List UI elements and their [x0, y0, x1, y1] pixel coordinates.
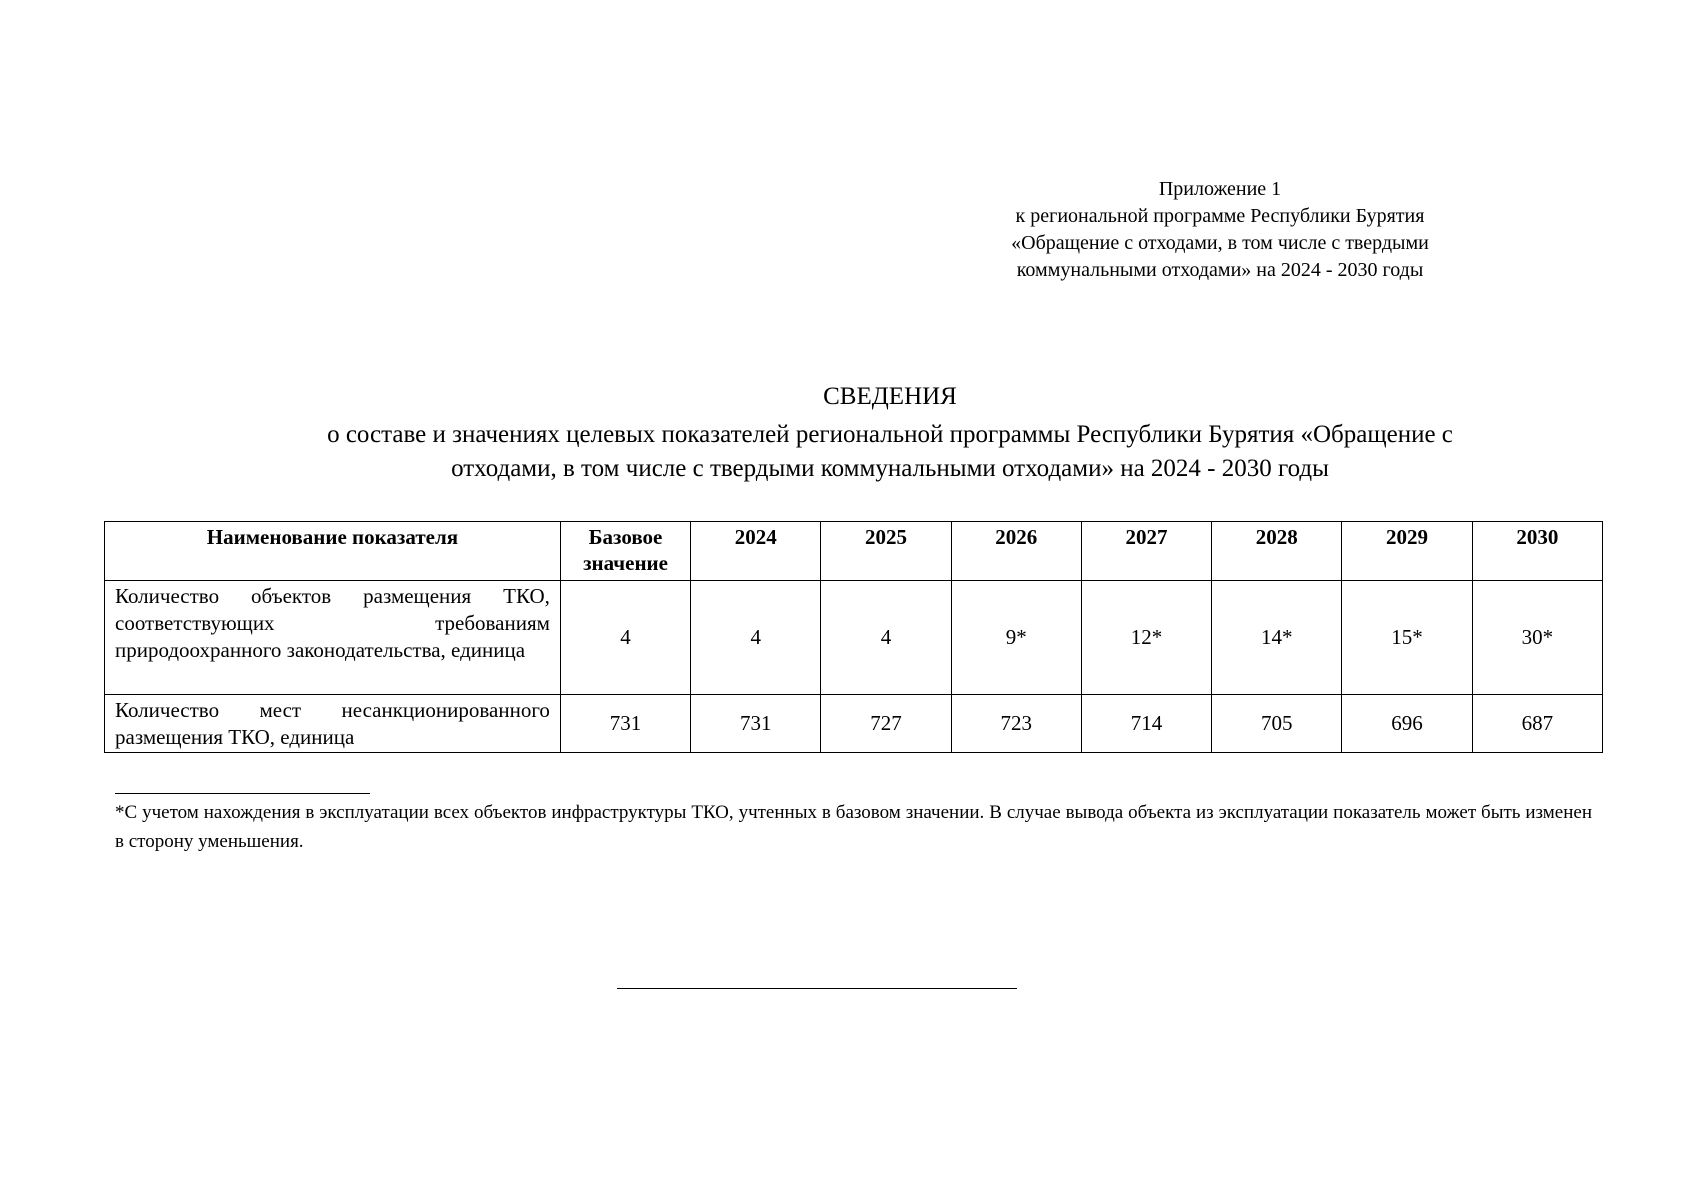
cell-2028: 705: [1212, 695, 1342, 753]
cell-2028: 14*: [1212, 581, 1342, 695]
cell-2027: 714: [1081, 695, 1211, 753]
appendix-line-1: Приложение 1: [1158, 178, 1282, 200]
appendix-line-4: коммунальными отходами» на 2024 - 2030 годы: [1016, 259, 1424, 281]
header-base-line-2: значение: [583, 551, 668, 575]
header-2027: 2027: [1081, 522, 1211, 581]
cell-2027: 12*: [1081, 581, 1211, 695]
cell-2026: 9*: [951, 581, 1081, 695]
appendix-line-3: «Обращение с отходами, в том числе с твердыми: [1011, 232, 1429, 254]
row-indicator-name: Количество объектов размещения ТКО, соответствующих требованиям природоохранного законодательства, единица: [105, 581, 561, 695]
cell-2030: 687: [1472, 695, 1602, 753]
footnote-separator: [115, 793, 370, 794]
header-2026: 2026: [951, 522, 1081, 581]
cell-2025: 727: [821, 695, 951, 753]
table-row: [105, 581, 1603, 695]
footnote: *С учетом нахождения в эксплуатации всех объектов инфраструктуры ТКО, учтенных в базовом значении. В случае вывода объекта из эксплуатации показатель может быть изменен в сторону уменьшения.: [115, 802, 1592, 852]
cell-base-value: 731: [560, 695, 690, 753]
header-indicator-name: Наименование показателя: [105, 522, 561, 581]
cell-2024: 731: [691, 695, 821, 753]
row-indicator-name: Количество мест несанкционированного размещения ТКО, единица: [105, 695, 561, 753]
appendix-line-2: к региональной программе Республики Бурятия: [1015, 205, 1425, 227]
end-divider: [617, 988, 1017, 989]
cell-2026: 723: [951, 695, 1081, 753]
table-row: [105, 695, 1603, 753]
header-2028: 2028: [1212, 522, 1342, 581]
subtitle-line-1: о составе и значениях целевых показателей региональной программы Республики Бурятия «Обращение с: [327, 421, 1453, 448]
subtitle-line-2: отходами, в том числе с твердыми коммунальными отходами» на 2024 - 2030 годы: [451, 455, 1329, 482]
cell-2029: 15*: [1342, 581, 1472, 695]
cell-base-value: 4: [560, 581, 690, 695]
cell-2024: 4: [691, 581, 821, 695]
indicators-table: [104, 521, 1603, 753]
cell-2025: 4: [821, 581, 951, 695]
header-2025: 2025: [821, 522, 951, 581]
document-title: СВЕДЕНИЯ: [823, 383, 957, 410]
cell-2029: 696: [1342, 695, 1472, 753]
appendix-block: [940, 176, 1500, 284]
header-2030: 2030: [1472, 522, 1602, 581]
cell-2030: 30*: [1472, 581, 1602, 695]
table-header-row: [105, 522, 1603, 581]
header-base-value: [560, 522, 690, 581]
header-2024: 2024: [691, 522, 821, 581]
document-subtitle: [180, 418, 1600, 486]
header-2029: 2029: [1342, 522, 1472, 581]
header-base-line-1: Базовое: [588, 525, 663, 549]
